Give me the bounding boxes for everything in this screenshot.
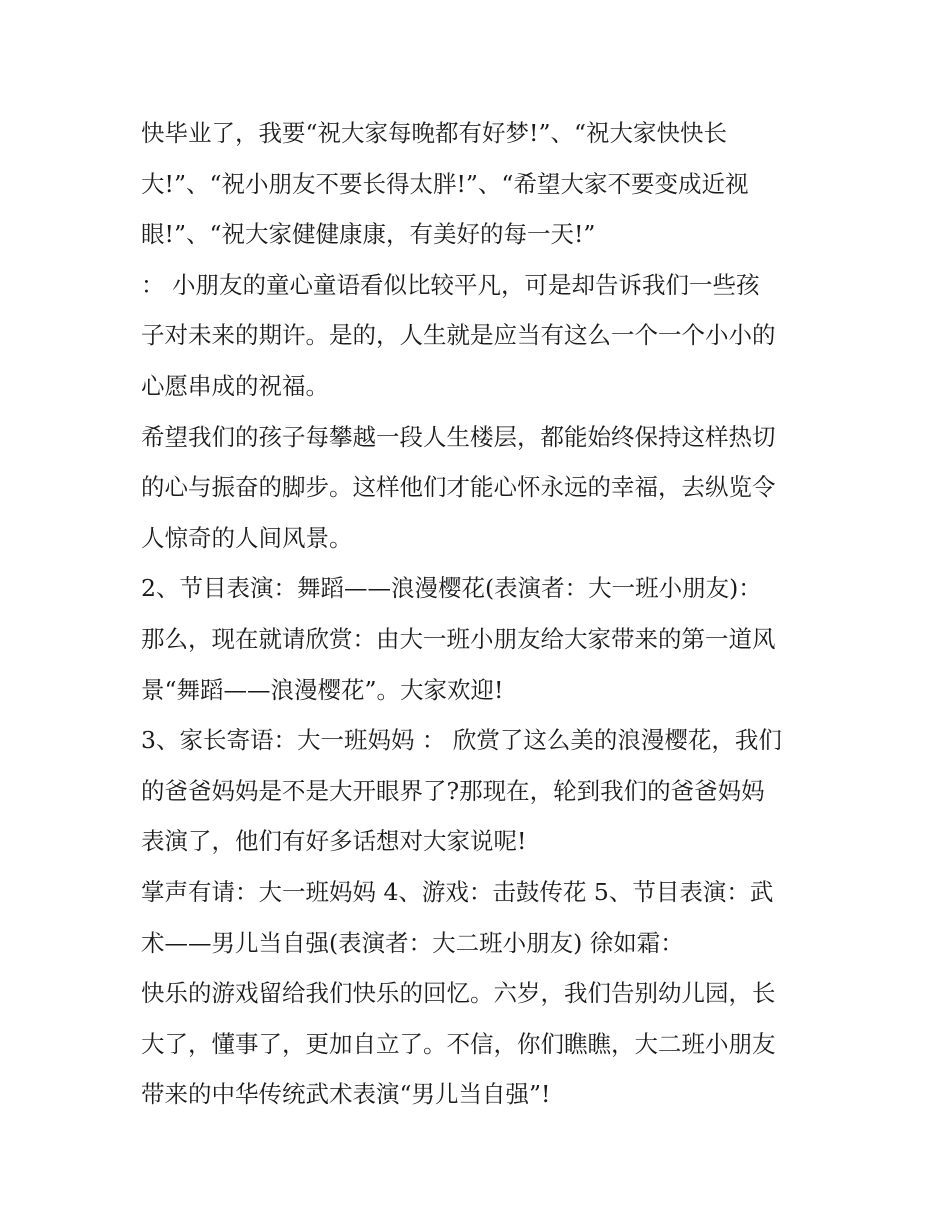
text-line-9: 人惊奇的人间风景。 <box>141 523 353 552</box>
text-line-12: 景“舞蹈——浪漫樱花”。大家欢迎! <box>141 675 504 704</box>
text-line-20: 带来的中华传统武术表演“男儿当自强”! <box>141 1080 551 1109</box>
text-line-8: 的心与振奋的脚步。这样他们才能心怀永远的幸福，去纵览令 <box>141 473 776 502</box>
document-body <box>141 108 821 1120</box>
text-line-10: 2、节目表演：舞蹈——浪漫樱花(表演者：大一班小朋友)： <box>141 574 762 603</box>
text-line-11: 那么，现在就请欣赏：由大一班小朋友给大家带来的第一道风 <box>141 624 776 653</box>
text-line-19: 大了，懂事了，更加自立了。不信，你们瞧瞧，大二班小朋友 <box>141 1029 776 1058</box>
text-line-13: 3、家长寄语：大一班妈妈 ： 欣赏了这么美的浪漫樱花，我们 <box>141 726 782 755</box>
text-line-4: ： 小朋友的童心童语看似比较平凡，可是却告诉我们一些孩 <box>141 270 760 299</box>
text-line-15: 表演了，他们有好多话想对大家说呢! <box>141 827 527 856</box>
text-line-5: 子对未来的期许。是的，人生就是应当有这么一个一个小小的 <box>141 321 776 350</box>
text-line-17: 术——男儿当自强(表演者：大二班小朋友) 徐如霜： <box>141 928 684 957</box>
text-line-18: 快乐的游戏留给我们快乐的回忆。六岁，我们告别幼儿园，长 <box>141 979 776 1008</box>
text-line-6: 心愿串成的祝福。 <box>141 371 329 400</box>
text-line-3: 眼!”、“祝大家健健康康，有美好的每一天!” <box>141 220 596 249</box>
text-line-2: 大!”、“祝小朋友不要长得太胖!”、“希望大家不要变成近视 <box>141 169 749 198</box>
text-line-14: 的爸爸妈妈是不是大开眼界了?那现在，轮到我们的爸爸妈妈 <box>141 776 765 805</box>
text-line-1: 快毕业了，我要“祝大家每晚都有好梦!”、“祝大家快快长 <box>141 119 727 147</box>
text-line-7: 希望我们的孩子每攀越一段人生楼层，都能始终保持这样热切 <box>141 422 776 451</box>
text-line-16: 掌声有请：大一班妈妈 4、游戏：击鼓传花 5、节目表演：武 <box>141 877 774 906</box>
